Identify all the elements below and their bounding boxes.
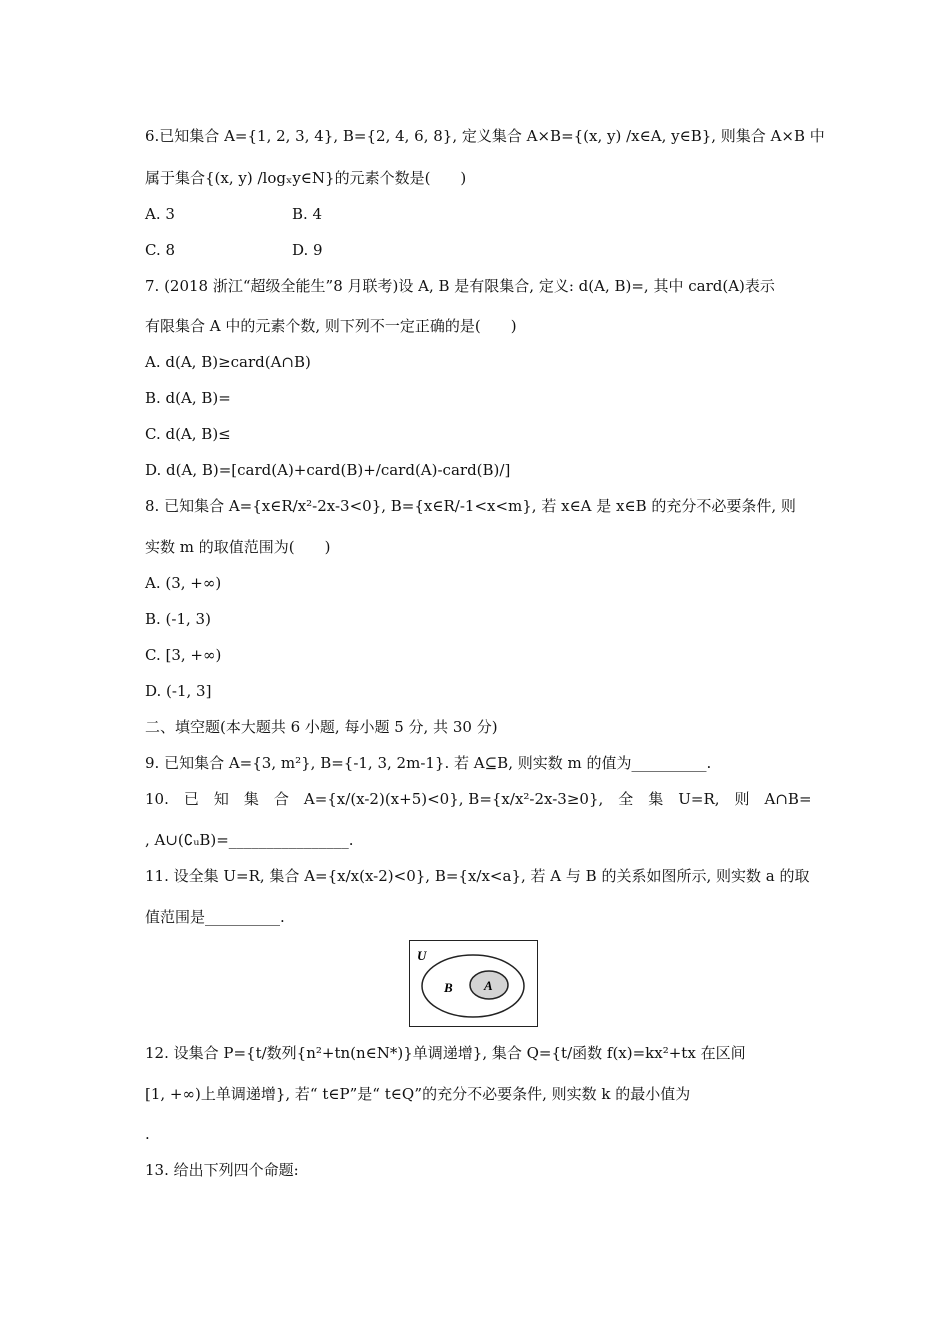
q13-line: 13. 给出下列四个命题: (145, 1161, 299, 1179)
q12-line-2: [1, +∞)上单调递增}, 若“ t∈P”是“ t∈Q”的充分不必要条件, 则实数 k 的最小值为 (145, 1085, 691, 1103)
q12-line-1: 12. 设集合 P={t/数列{n²+tn(n∈N*)}单调递增}, 集合 Q={t/函数 f(x)=kx²+tx 在区间 (145, 1044, 746, 1062)
q8-line-2: 实数 m 的取值范围为( ) (145, 538, 331, 556)
q9-line: 9. 已知集合 A={3, m²}, B={-1, 3, 2m-1}. 若 A⊆B, 则实数 m 的值为__________. (145, 754, 712, 772)
q7-option-c: C. d(A, B)≤ (145, 425, 231, 443)
q6-line-1: 6.已知集合 A={1, 2, 3, 4}, B={2, 4, 6, 8}, 定义集合 A×B={(x, y) /x∈A, y∈B}, 则集合 A×B 中 (145, 127, 825, 145)
q7-line-1: 7. (2018 浙江“超级全能生”8 月联考)设 A, B 是有限集合, 定义: d(A, B)=, 其中 card(A)表示 (145, 277, 775, 295)
q7-option-a: A. d(A, B)≥card(A∩B) (145, 353, 311, 371)
q7-option-b: B. d(A, B)= (145, 389, 231, 407)
q10-line-2: , A∪(∁ᵤB)=________________. (145, 831, 354, 849)
q8-option-d: D. (-1, 3] (145, 682, 212, 700)
venn-diagram-svg (410, 941, 539, 1028)
q11-line-2: 值范围是__________. (145, 908, 285, 926)
q8-line-1: 8. 已知集合 A={x∈R/x²-2x-3<0}, B={x∈R/-1<x<m}, 若 x∈A 是 x∈B 的充分不必要条件, 则 (145, 497, 796, 515)
venn-label-u: U (417, 948, 427, 963)
q6-option-c: C. 8 (145, 241, 176, 259)
q7-option-d: D. d(A, B)=[card(A)+card(B)+/card(A)-card(B)/] (145, 461, 511, 479)
q6-option-d: D. 9 (292, 241, 323, 259)
q6-option-b: B. 4 (292, 205, 323, 223)
q6-option-a: A. 3 (145, 205, 175, 223)
venn-diagram (409, 940, 538, 1027)
q10-line-1: 10. 已 知 集 合 A={x/(x-2)(x+5)<0}, B={x/x²-2x-3≥0}, 全 集 U=R, 则 A∩B= (145, 790, 812, 808)
q11-line-1: 11. 设全集 U=R, 集合 A={x/x(x-2)<0}, B={x/x<a}, 若 A 与 B 的关系如图所示, 则实数 a 的取 (145, 867, 810, 885)
q6-line-2: 属于集合{(x, y) /logₓy∈N}的元素个数是( ) (145, 169, 467, 187)
q7-line-2: 有限集合 A 中的元素个数, 则下列不一定正确的是( ) (145, 317, 517, 335)
section-fill-in-blank-heading: 二、填空题(本大题共 6 小题, 每小题 5 分, 共 30 分) (145, 718, 498, 736)
q8-option-a: A. (3, +∞) (145, 574, 222, 592)
q12-line-3: . (145, 1125, 150, 1143)
q8-option-c: C. [3, +∞) (145, 646, 222, 664)
q8-option-b: B. (-1, 3) (145, 610, 211, 628)
venn-label-b: B (444, 980, 453, 995)
venn-label-a: A (484, 978, 493, 993)
